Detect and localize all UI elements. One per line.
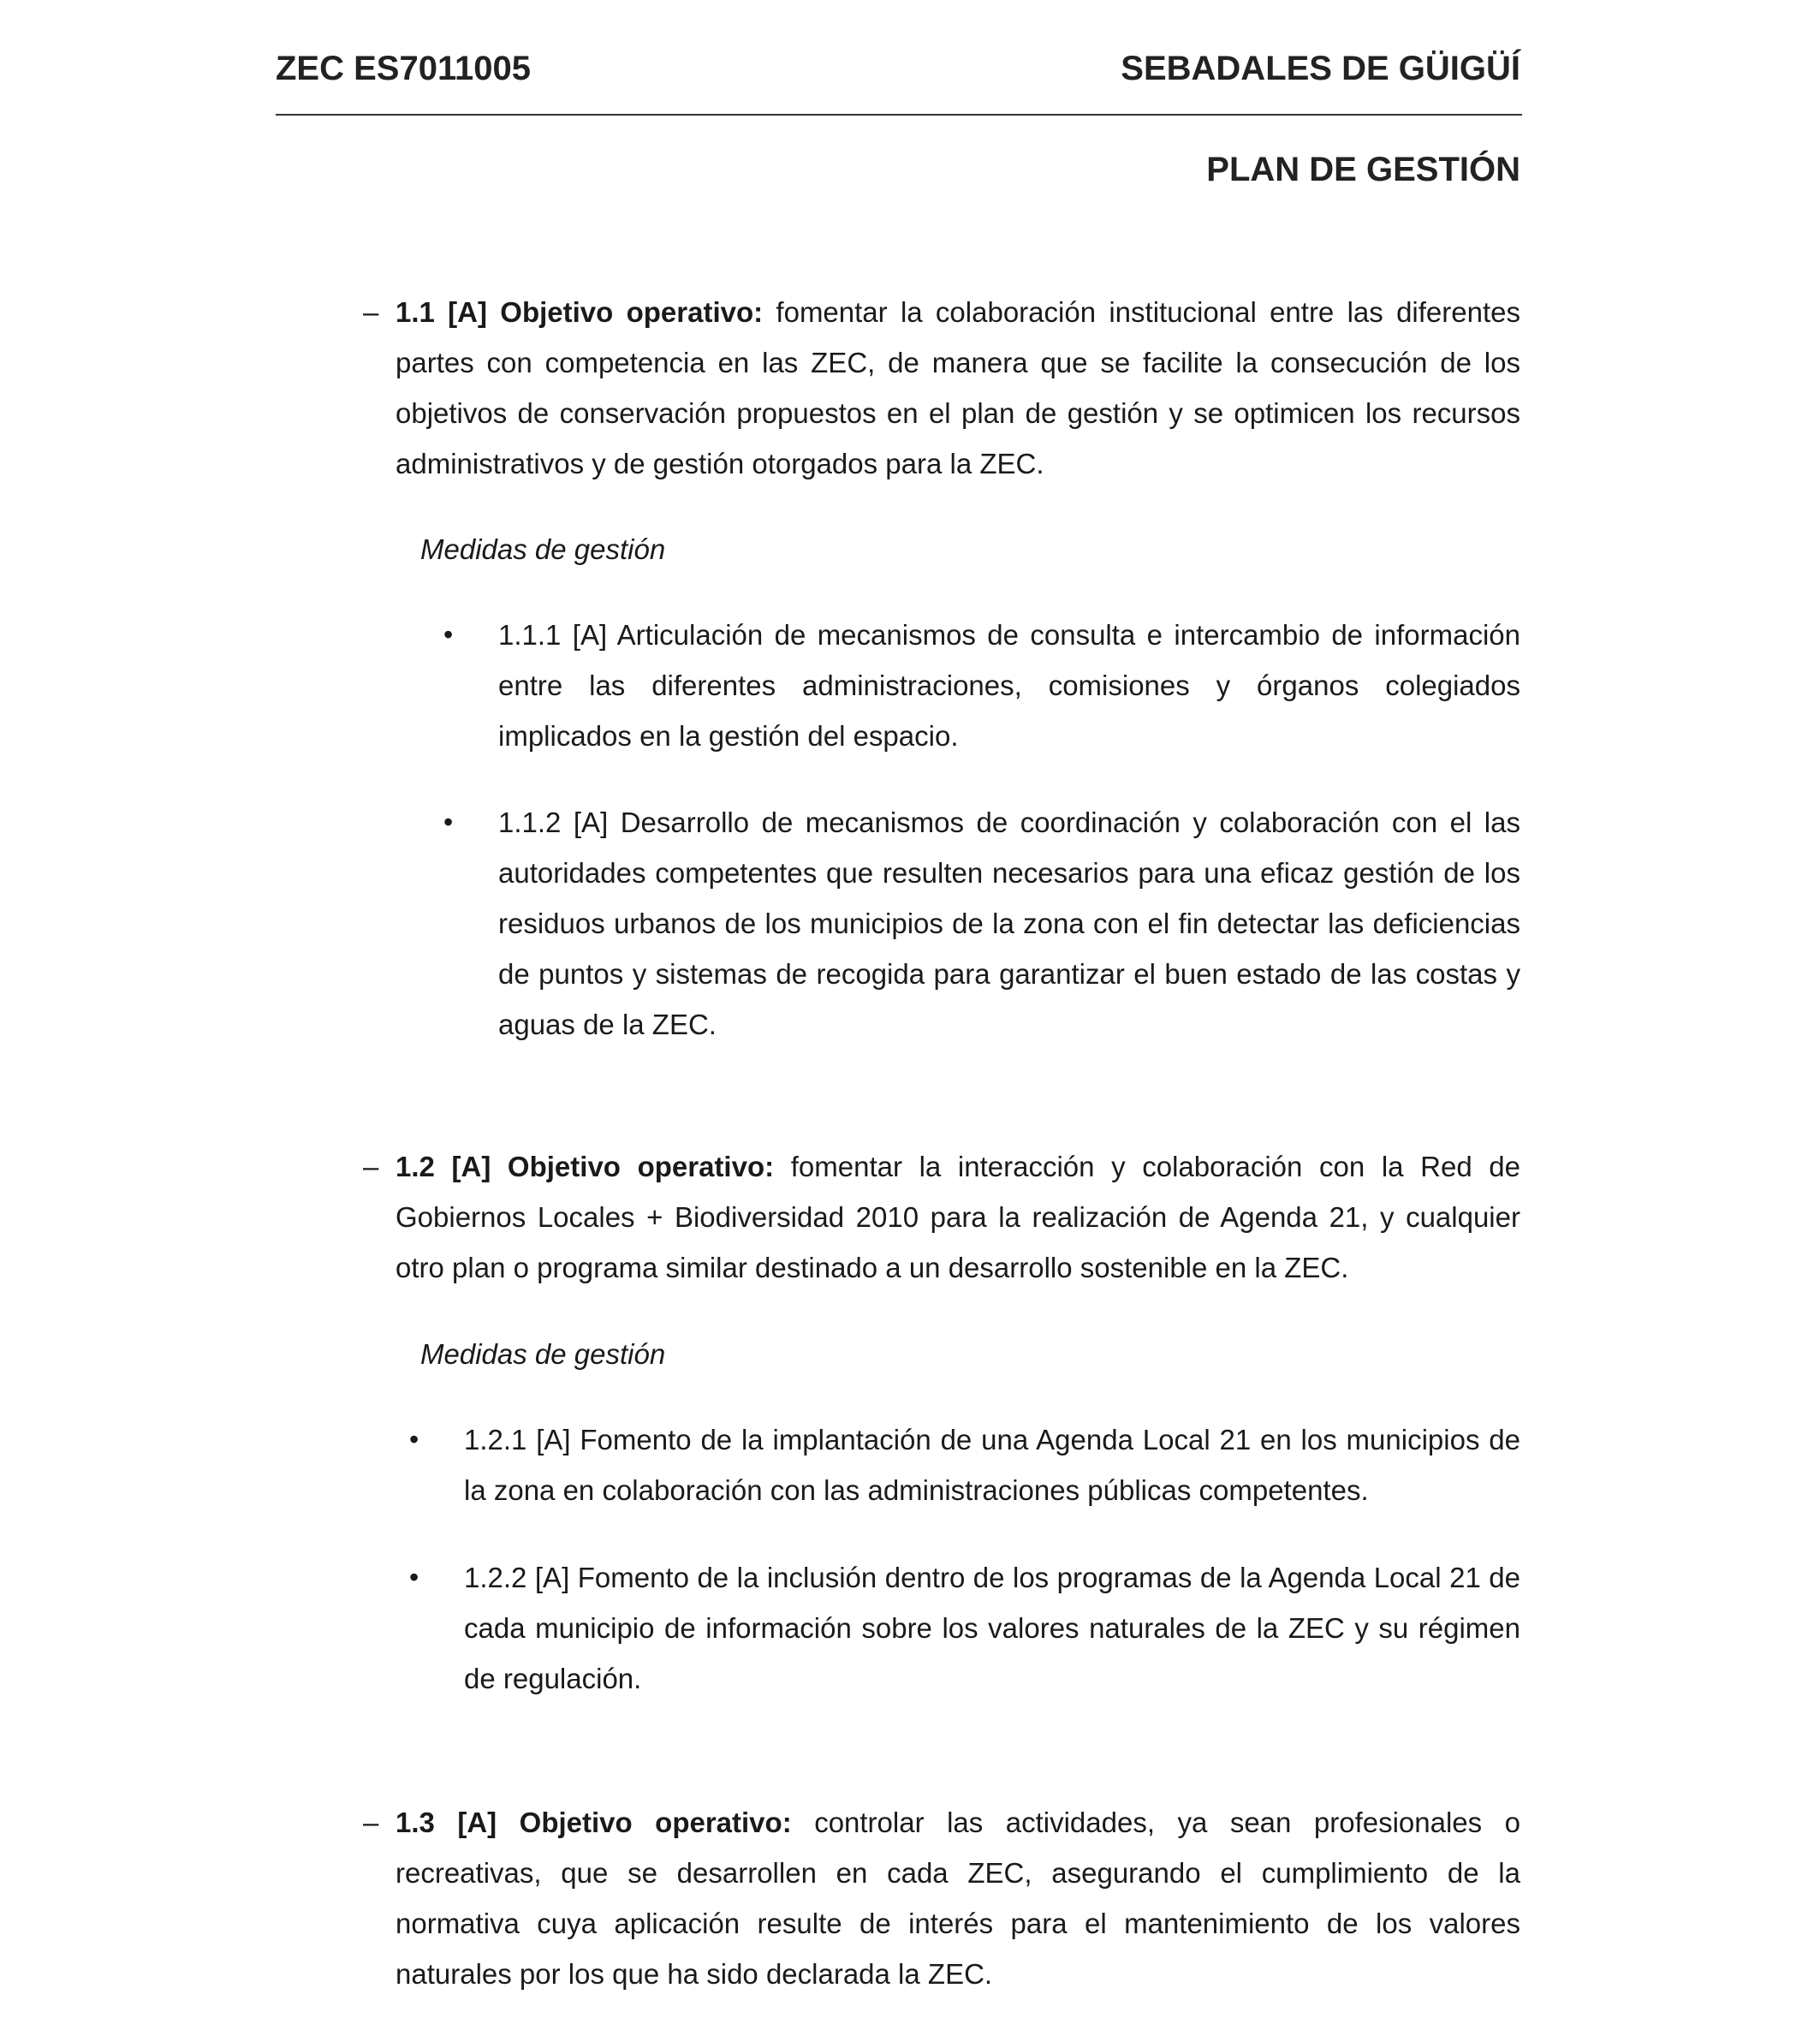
objective-text: controlar las actividades, ya sean profesionales o recreativas, que se desarrollen en cada ZEC, asegurando el cumplimiento de la normativa cuya aplicación resulte de interés para el mantenimiento de los valores naturales por los que ha sido declarada la ZEC. <box>396 1807 1520 1990</box>
page-header <box>276 50 1520 88</box>
measures-title: Medidas de gestión <box>420 533 666 565</box>
measures-title: Medidas de gestión <box>420 1338 666 1370</box>
bullet-marker: • <box>443 619 454 650</box>
objective-heading: 1.2 [A] Objetivo operativo: <box>396 1151 775 1182</box>
header-site-name: SEBADALES DE GÜIGÜÍ <box>1121 50 1520 87</box>
objective-1-1 <box>363 287 1520 489</box>
objective-text: fomentar la interacción y colaboración con la Red de Gobiernos Locales + Biodiversidad 2010 para la realización de Agenda 21, y cualquier otro plan o programa similar destinado a un desarrollo sostenible en la ZEC. <box>396 1151 1521 1283</box>
measure-1-1-1 <box>443 610 1520 761</box>
measure-text: 1.2.1 [A] Fomento de la implantación de una Agenda Local 21 en los municipios de la zona en colaboración con las administraciones públicas competentes. <box>464 1424 1520 1506</box>
objective-1-3 <box>363 1797 1520 1999</box>
measure-1-1-2 <box>443 797 1520 1050</box>
measure-1-2-2 <box>409 1552 1520 1704</box>
objective-heading: 1.3 [A] Objetivo operativo: <box>396 1807 792 1838</box>
measure-1-2-1 <box>409 1414 1520 1515</box>
header-divider <box>276 114 1522 116</box>
bullet-marker: • <box>409 1562 419 1592</box>
bullet-marker: • <box>409 1424 419 1455</box>
header-site-code: ZEC ES7011005 <box>276 50 531 87</box>
objective-1-2 <box>363 1141 1521 1293</box>
objective-text: fomentar la colaboración institucional entre las diferentes partes con competencia en las ZEC, de manera que se facilite la consecución de los objetivos de conservación propuestos en el plan de gestión y se optimicen los recursos administrativos y de gestión otorgados para la ZEC. <box>396 296 1520 479</box>
measure-text: 1.2.2 [A] Fomento de la inclusión dentro de los programas de la Agenda Local 21 de cada municipio de información sobre los valores naturales de la ZEC y su régimen de regulación. <box>464 1562 1520 1694</box>
measure-text: 1.1.1 [A] Articulación de mecanismos de consulta e intercambio de información entre las diferentes administraciones, comisiones y órganos colegiados implicados en la gestión del espacio. <box>498 619 1520 752</box>
measure-text: 1.1.2 [A] Desarrollo de mecanismos de coordinación y colaboración con el las autoridades competentes que resulten necesarios para una eficaz gestión de los residuos urbanos de los municipios de la zona con el fin detectar las deficiencias de puntos y sistemas de recogida para garantizar el buen estado de las costas y aguas de la ZEC. <box>498 807 1520 1040</box>
bullet-marker: • <box>443 807 454 837</box>
dash-marker: – <box>363 296 379 328</box>
objective-heading: 1.1 [A] Objetivo operativo: <box>396 296 764 328</box>
document-title: PLAN DE GESTIÓN <box>1206 151 1520 188</box>
dash-marker: – <box>363 1151 379 1182</box>
dash-marker: – <box>363 1807 379 1838</box>
